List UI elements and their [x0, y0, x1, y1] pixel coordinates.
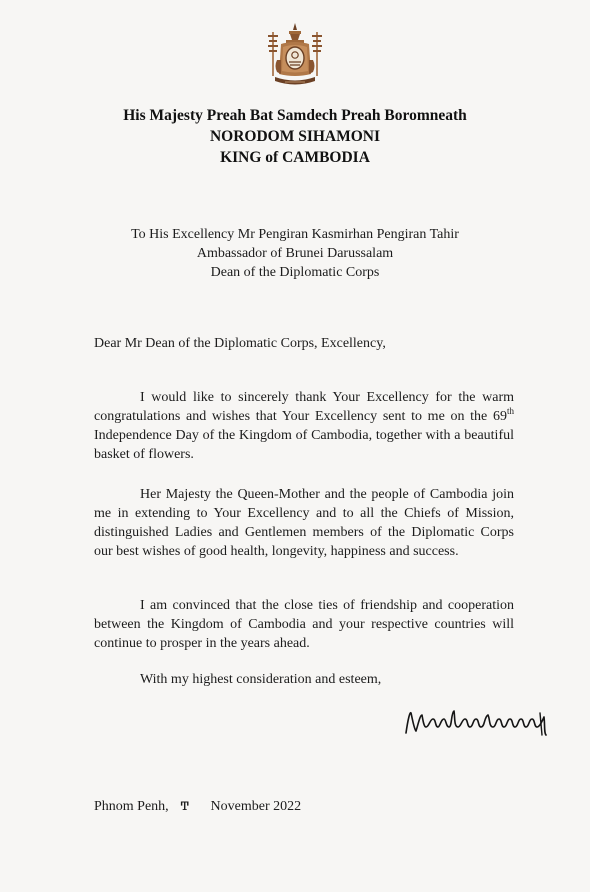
paragraph-3-text: I am convinced that the close ties of friendship and cooperation between the Kingdom of Cambodia and your respective countries will continue to prosper in the years ahead.	[94, 598, 514, 651]
body-paragraph-2	[94, 485, 514, 561]
body-paragraph-1	[94, 388, 514, 464]
ordinal-suffix: th	[506, 406, 514, 416]
paragraph-1-text-end: Independence Day of the Kingdom of Cambodia, together with a beautiful basket of flowers.	[94, 428, 514, 462]
sender-honorific: His Majesty Preah Bat Samdech Preah Boromneath	[123, 107, 467, 124]
sender-name: NORODOM SIHAMONI	[209, 128, 381, 145]
date-month-year: November 2022	[210, 799, 302, 814]
sender-title-block	[0, 105, 590, 168]
paragraph-1-text-start: I would like to sincerely thank Your Excellency for the warm congratulations and wishes that Your Excellency sent to me on the 69	[94, 390, 514, 424]
closing-line: With my highest consideration and esteem,	[140, 672, 382, 687]
sender-title: KING of CAMBODIA	[220, 149, 370, 166]
body-paragraph-3	[94, 596, 514, 653]
recipient-role: Dean of the Diplomatic Corps	[210, 265, 380, 280]
salutation: Dear Mr Dean of the Diplomatic Corps, Excellency,	[94, 336, 386, 351]
recipient-name: To His Excellency Mr Pengiran Kasmirhan Pengiran Tahir	[131, 227, 459, 242]
royal-coat-of-arms-emblem	[263, 22, 327, 90]
place-name: Phnom Penh,	[94, 799, 169, 814]
date-day: ͳ	[180, 797, 190, 814]
paragraph-2-text: Her Majesty the Queen-Mother and the people of Cambodia join me in extending to Your Excellency and to all the Chiefs of Mission, distinguished Ladies and Gentlemen members of the Diplomatic Corps our best wishes of good health, longevity, happiness and success.	[94, 487, 514, 559]
date-line	[94, 796, 514, 816]
handwritten-signature	[402, 705, 554, 739]
recipient-position: Ambassador of Brunei Darussalam	[196, 246, 394, 261]
recipient-block	[0, 225, 590, 282]
